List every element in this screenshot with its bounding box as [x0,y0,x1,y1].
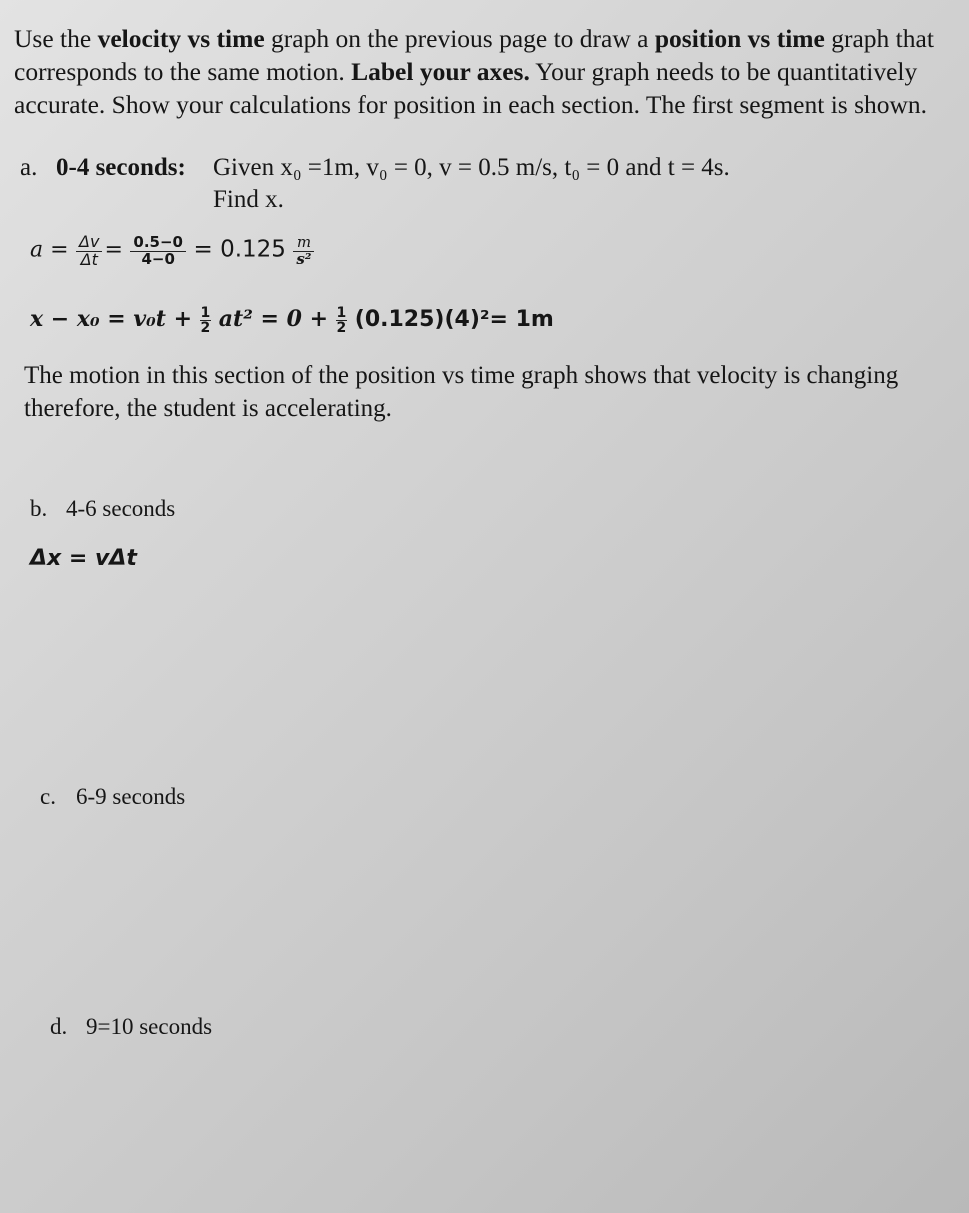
accel-unit: $\frac{m}{\text{s²}}$ [293,235,314,268]
instructions-line-2: corresponds to the same motion. Label your axes. Your graph needs to be quantitatively [14,57,918,86]
position-mid: at² = 0 + [218,306,329,332]
part-b-formula: Δx = vΔt [30,546,137,571]
part-d-heading: 9=10 seconds [86,1014,213,1039]
part-a-given: Given x₀ =1m, v₀ = 0, v = 0.5 m/s, t₀ = 0 and t = 4s. [213,154,730,181]
accel-result: = 0.125 [193,236,286,263]
part-a-marker: a. [20,154,38,181]
part-d-marker: d. [50,1014,68,1039]
instructions-line-3: accurate. Show your calculations for position in each section. The first segment is shown. [14,90,928,119]
instructions-line-1: Use the velocity vs time graph on the previous page to draw a position vs time graph that [14,24,934,53]
part-a-find: Find x. [213,186,284,213]
position-equation [30,306,554,335]
part-c-heading: 6-9 seconds [76,784,186,809]
part-b-heading: 4-6 seconds [66,496,176,521]
accel-eq1: = [104,237,123,263]
part-a-conclusion-line-2: therefore, the student is accelerating. [24,395,392,422]
part-b-marker: b. [30,496,48,521]
accel-lhs: a = [30,237,69,263]
delta-v-over-delta-t: $\frac{\Delta v}{\Delta t}$ [76,234,102,269]
accel-fraction: $\frac{0.5-0}{4-0}$ [130,235,186,268]
one-half-fraction: $\frac{1}{2}$ [200,305,211,337]
part-a-heading: 0-4 seconds: [56,154,186,181]
position-result: (0.125)(4)²= 1m [354,307,554,332]
one-half-fraction-2: $\frac{1}{2}$ [336,305,347,337]
part-c-marker: c. [40,784,56,809]
part-a-conclusion-line-1: The motion in this section of the position vs time graph shows that velocity is changing [24,362,899,389]
instructions-paragraph [14,22,954,121]
acceleration-equation [30,234,316,269]
position-lhs: x − x₀ = v₀t + [30,306,193,332]
